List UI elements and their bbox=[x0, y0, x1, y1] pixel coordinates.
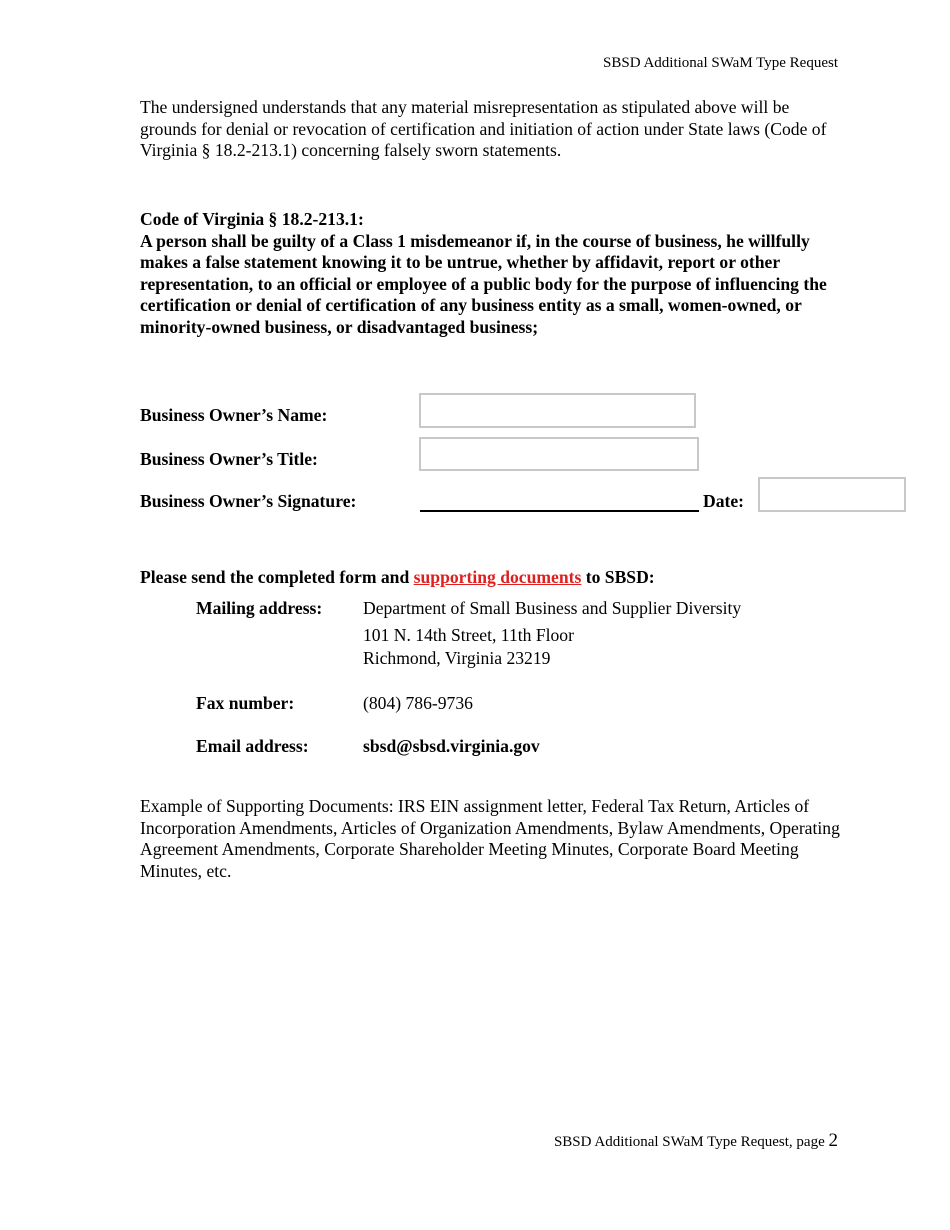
law-text: A person shall be guilty of a Class 1 misdemeanor if, in the course of business, he willfully makes a false statement knowing it to be untrue, whether by affidavit, report or other representation, to an official or employee of a public body for the purpose of influencing the certification or denial of certification of any business entity as a small, women-owned, or minority-owned business, or disadvantaged business; bbox=[140, 230, 827, 337]
send-prefix: Please send the completed form and bbox=[140, 567, 414, 587]
email-value[interactable]: sbsd@sbsd.virginia.gov bbox=[363, 736, 540, 756]
page-number: 2 bbox=[828, 1130, 838, 1151]
mailing-address-line1: Department of Small Business and Supplier Diversity bbox=[363, 598, 742, 618]
send-suffix: to SBSD: bbox=[581, 567, 655, 587]
certification-statement: The undersigned understands that any material misrepresentation as stipulated above will be grounds for denial or revocation of certification and initiation of action under State laws (Code of Virginia § 18.2-213.1) concerning falsely sworn statements. bbox=[140, 97, 827, 160]
footer-text: SBSD Additional SWaM Type Request, page bbox=[553, 1134, 829, 1150]
signature-line[interactable] bbox=[420, 496, 699, 512]
mailing-address-line3: Richmond, Virginia 23219 bbox=[363, 648, 551, 668]
mailing-address-label: Mailing address: bbox=[196, 598, 323, 618]
mailing-address-line2: 101 N. 14th Street, 11th Floor bbox=[363, 625, 574, 645]
page-header: SBSD Additional SWaM Type Request bbox=[603, 55, 838, 71]
law-heading: Code of Virginia § 18.2-213.1: bbox=[140, 209, 364, 229]
date-label: Date: bbox=[703, 491, 745, 511]
owner-name-input[interactable] bbox=[419, 393, 696, 428]
owner-name-label: Business Owner’s Name: bbox=[140, 405, 328, 425]
fax-label: Fax number: bbox=[196, 693, 295, 713]
fax-value: (804) 786-9736 bbox=[363, 693, 473, 713]
email-label: Email address: bbox=[196, 736, 309, 756]
law-citation bbox=[140, 209, 840, 338]
owner-signature-label: Business Owner’s Signature: bbox=[140, 491, 357, 511]
supporting-documents-link[interactable]: supporting documents bbox=[413, 567, 582, 587]
page-footer bbox=[554, 1130, 838, 1152]
owner-title-input[interactable] bbox=[419, 437, 699, 471]
date-input[interactable] bbox=[758, 477, 906, 512]
supporting-documents-examples: Example of Supporting Documents: IRS EIN assignment letter, Federal Tax Return, Articles of Incorporation Amendments, Articles of Organization Amendments, Bylaw Amendments, Operating Agreement Amendments, Corporate Shareholder Meeting Minutes, Corporate Board Meeting Minutes, etc. bbox=[140, 796, 840, 881]
owner-title-label: Business Owner’s Title: bbox=[140, 449, 318, 469]
send-instructions bbox=[140, 567, 655, 588]
